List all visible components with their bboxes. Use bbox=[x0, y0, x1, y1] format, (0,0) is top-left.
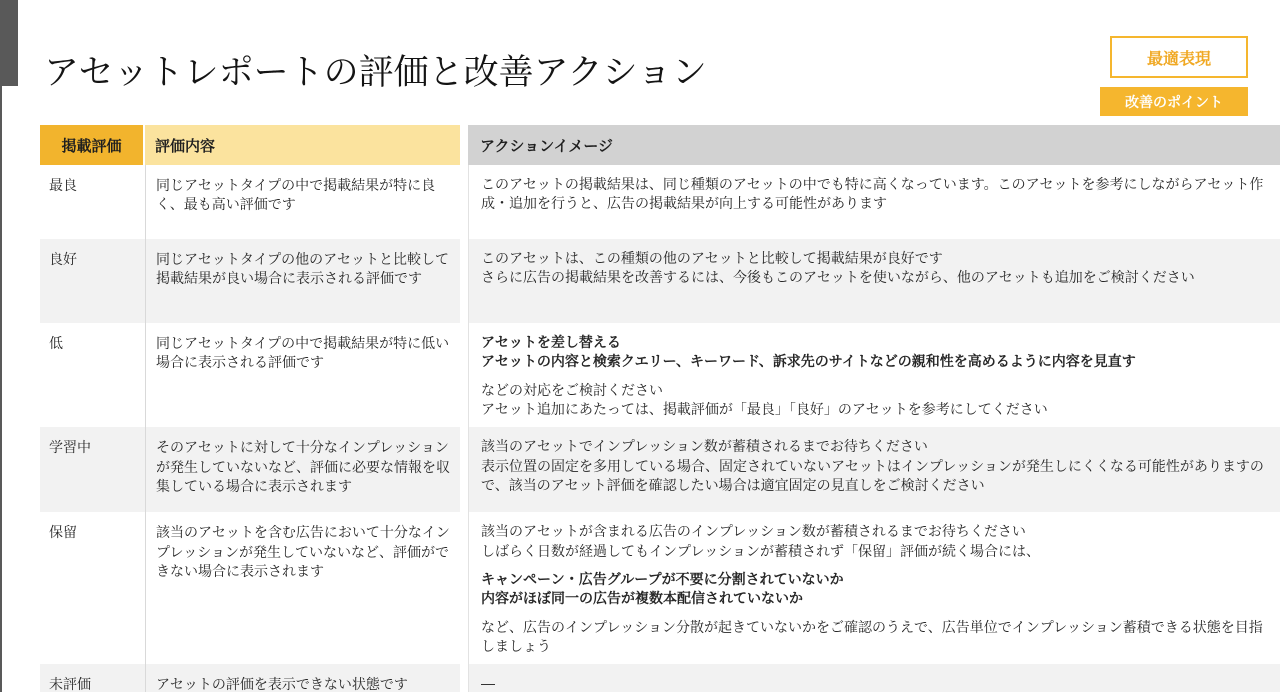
action-line: 該当のアセットが含まれる広告のインプレッション数が蓄積されるまでお待ちください bbox=[481, 523, 1026, 540]
action-line: 表示位置の固定を多用している場合、固定されていないアセットはインプレッションが発生しにくくなる可能性がありますので、該当のアセット評価を確認したい場合は適宜固定の見直しをご検討ください bbox=[481, 457, 1264, 493]
action-line: 該当のアセットでインプレッション数が蓄積されるまでお待ちください bbox=[481, 438, 928, 455]
action-line: アセットの内容と検索クエリー、キーワード、訴求先のサイトなどの親和性を高めるように内容を見直す bbox=[481, 353, 1136, 370]
rating-cell: 学習中 bbox=[40, 427, 145, 512]
table-row bbox=[40, 512, 1280, 664]
action-line: このアセットは、この種類の他のアセットと比較して掲載結果が良好です bbox=[481, 250, 943, 266]
rating-cell: 低 bbox=[40, 323, 145, 427]
action-line: さらに広告の掲載結果を改善するには、今後もこのアセットを使いながら、他のアセットも追加をご検討ください bbox=[481, 269, 1195, 286]
legend-badges bbox=[1100, 36, 1248, 116]
action-cell bbox=[468, 165, 1280, 239]
action-line: このアセットの掲載結果は、同じ種類のアセットの中でも特に高くなっています。このアセットを参考にしながらアセット作成・追加を行うと、広告の掲載結果が向上する可能性があります bbox=[481, 176, 1264, 212]
table-row bbox=[40, 239, 1280, 323]
action-cell bbox=[468, 664, 1280, 692]
action-line: アセット追加にあたっては、掲載評価が「最良」「良好」のアセットを参考にしてください bbox=[481, 400, 1048, 417]
action-line: アセットを差し替える bbox=[481, 334, 621, 350]
action-cell bbox=[468, 427, 1280, 512]
action-line: 内容がほぼ同一の広告が複数本配信されていないか bbox=[481, 590, 803, 607]
rating-cell: 保留 bbox=[40, 512, 145, 664]
description-cell: 該当のアセットを含む広告において十分なインプレッションが発生していないなど、評価ができない場合に表示されます bbox=[145, 512, 460, 664]
table-header-row bbox=[40, 125, 1280, 165]
description-cell: アセットの評価を表示できない状態です bbox=[145, 664, 460, 692]
evaluation-table bbox=[40, 125, 1280, 692]
action-line: ― bbox=[481, 675, 495, 692]
column-gap bbox=[460, 239, 468, 323]
optimal-expression-badge: 最適表現 bbox=[1110, 36, 1248, 78]
action-cell bbox=[468, 512, 1280, 664]
table-row bbox=[40, 664, 1280, 692]
action-cell bbox=[468, 323, 1280, 427]
action-line: などの対応をご検討ください bbox=[481, 381, 663, 398]
column-header-rating: 掲載評価 bbox=[40, 125, 145, 165]
description-cell: 同じアセットタイプの中で掲載結果が特に良く、最も高い評価です bbox=[145, 165, 460, 239]
rating-cell: 良好 bbox=[40, 239, 145, 323]
rating-cell: 未評価 bbox=[40, 664, 145, 692]
description-cell: 同じアセットタイプの中で掲載結果が特に低い場合に表示される評価です bbox=[145, 323, 460, 427]
table-body bbox=[40, 165, 1280, 692]
table-row bbox=[40, 427, 1280, 512]
action-line: キャンペーン・広告グループが不要に分割されていないか bbox=[481, 570, 844, 587]
rating-cell: 最良 bbox=[40, 165, 145, 239]
description-cell: 同じアセットタイプの他のアセットと比較して掲載結果が良い場合に表示される評価です bbox=[145, 239, 460, 323]
action-cell bbox=[468, 239, 1280, 323]
action-line: しばらく日数が経過してもインプレッションが蓄積されず「保留」評価が続く場合には、 bbox=[481, 542, 1041, 559]
page-title: アセットレポートの評価と改善アクション bbox=[44, 53, 707, 93]
column-gap bbox=[460, 165, 468, 239]
column-gap bbox=[460, 125, 468, 165]
action-line: など、広告のインプレッション分散が起きていないかをご確認のうえで、広告単位でインプレッション蓄積できる状態を目指しましょう bbox=[481, 618, 1263, 654]
description-cell: そのアセットに対して十分なインプレッションが発生していないなど、評価に必要な情報を収集している場合に表示されます bbox=[145, 427, 460, 512]
table-row bbox=[40, 165, 1280, 239]
column-gap bbox=[460, 664, 468, 692]
column-header-description: 評価内容 bbox=[145, 125, 460, 165]
column-header-action: アクションイメージ bbox=[468, 125, 1280, 165]
corner-accent-bar bbox=[0, 0, 18, 86]
column-gap bbox=[460, 427, 468, 512]
column-gap bbox=[460, 512, 468, 664]
table-row bbox=[40, 323, 1280, 427]
column-gap bbox=[460, 323, 468, 427]
slide-left-border bbox=[0, 0, 2, 692]
improvement-points-badge: 改善のポイント bbox=[1100, 87, 1248, 116]
